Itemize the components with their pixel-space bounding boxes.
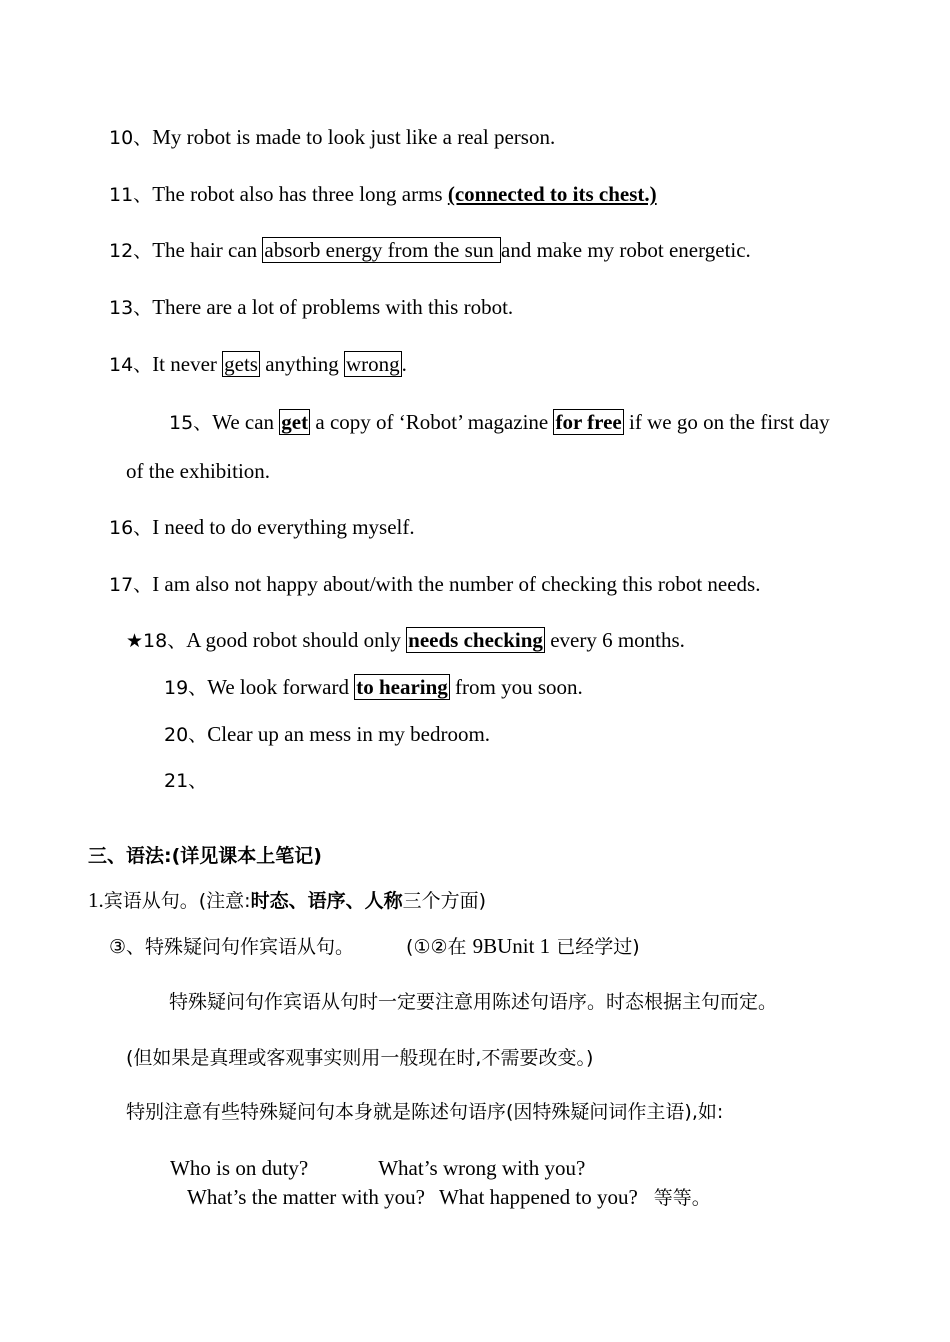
example-question: What’s the matter with you?	[187, 1185, 425, 1209]
sentence-text: There are a lot of problems with this robot.	[152, 295, 514, 319]
item-number: 19、	[164, 677, 208, 699]
item-number: 12、	[109, 240, 153, 262]
sentence-14	[109, 352, 407, 377]
sentence-13	[109, 295, 513, 320]
sentence-16	[109, 515, 415, 540]
sentence-12	[109, 238, 751, 263]
example-question: Who is on duty?	[170, 1156, 309, 1180]
boxed-phrase: needs checking	[408, 628, 543, 652]
grammar-rule: 特殊疑问句作宾语从句时一定要注意用陈述句语序。时态根据主句而定。	[169, 991, 778, 1013]
sentence-text: A good robot should only	[186, 628, 407, 652]
example-question: What’s wrong with you?	[378, 1156, 586, 1180]
grammar-point-1	[88, 888, 486, 913]
sentence-text: I need to do everything myself.	[152, 515, 415, 539]
example-question: What happened to you?	[438, 1185, 638, 1209]
boxed-word: get	[281, 410, 309, 434]
sentence-15-continued: of the exhibition.	[126, 459, 271, 483]
item-number: 13、	[109, 297, 153, 319]
boxed-phrase: absorb energy from the sun	[264, 238, 500, 262]
grammar-subpoint-3	[109, 934, 640, 959]
boxed-phrase: to hearing	[356, 675, 448, 699]
item-number: 18、	[143, 630, 187, 652]
boxed-phrase: for free	[555, 410, 622, 434]
item-number: 14、	[109, 354, 153, 376]
sentence-21	[164, 768, 207, 793]
grammar-heading	[88, 843, 322, 868]
sentence-text: and make my robot energetic.	[501, 238, 751, 262]
sentence-text: from you soon.	[449, 675, 583, 699]
example-row-1	[170, 1156, 585, 1180]
sentence-text: I am also not happy about/with the number of checking this robot needs.	[152, 572, 761, 596]
example-row-2	[187, 1185, 711, 1210]
sentence-text: a copy of ‘Robot’ magazine	[310, 410, 554, 434]
example-etc: 等等。	[653, 1187, 711, 1209]
sentence-text: My robot is made to look just like a real person.	[152, 125, 556, 149]
grammar-special-note: 特别注意有些特殊疑问句本身就是陈述句语序(因特殊疑问词作主语),如:	[126, 1101, 724, 1123]
sentence-text: The robot also has three long arms	[152, 182, 448, 206]
heading-note: (详见课本上笔记)	[171, 845, 322, 867]
sentence-text: We look forward	[207, 675, 355, 699]
item-number: 21、	[164, 770, 208, 792]
sentence-text: It never	[152, 352, 223, 376]
sentence-text: We can	[212, 410, 280, 434]
item-number: 10、	[109, 127, 153, 149]
sentence-20	[164, 722, 490, 747]
item-number: 17、	[109, 574, 153, 596]
star-icon: ★	[126, 630, 144, 652]
sentence-text: anything	[259, 352, 344, 376]
point-text: 三个方面)	[402, 890, 487, 912]
underlined-phrase: (connected to its chest.)	[447, 182, 657, 206]
heading-cn: 三、语法:	[88, 845, 172, 867]
sentence-10	[109, 125, 555, 150]
sentence-text: .	[401, 352, 407, 376]
sentence-17	[109, 572, 760, 597]
point-text: 宾语从句。(注意:	[103, 890, 251, 912]
subpoint-note: (①②在 9BUnit 1 已经学过)	[406, 934, 640, 958]
item-number: 11、	[109, 184, 153, 206]
boxed-word: wrong	[345, 352, 400, 376]
point-emphasis: 时态、语序、人称	[250, 890, 403, 912]
sentence-19	[164, 675, 583, 700]
sentence-15	[169, 410, 830, 435]
item-number: 20、	[164, 724, 208, 746]
sentence-18	[126, 628, 685, 653]
sentence-text: every 6 months.	[544, 628, 685, 652]
sentence-text: The hair can	[152, 238, 263, 262]
sentence-11	[109, 182, 657, 207]
point-number: 1.	[88, 888, 104, 912]
boxed-word: gets	[224, 352, 258, 376]
item-number: 15、	[169, 412, 213, 434]
sentence-text: if we go on the first day	[623, 410, 830, 434]
grammar-exception: (但如果是真理或客观事实则用一般现在时,不需要改变。)	[126, 1047, 594, 1069]
subpoint-title: ③、特殊疑问句作宾语从句。	[109, 936, 355, 958]
sentence-text: Clear up an mess in my bedroom.	[207, 722, 491, 746]
item-number: 16、	[109, 517, 153, 539]
